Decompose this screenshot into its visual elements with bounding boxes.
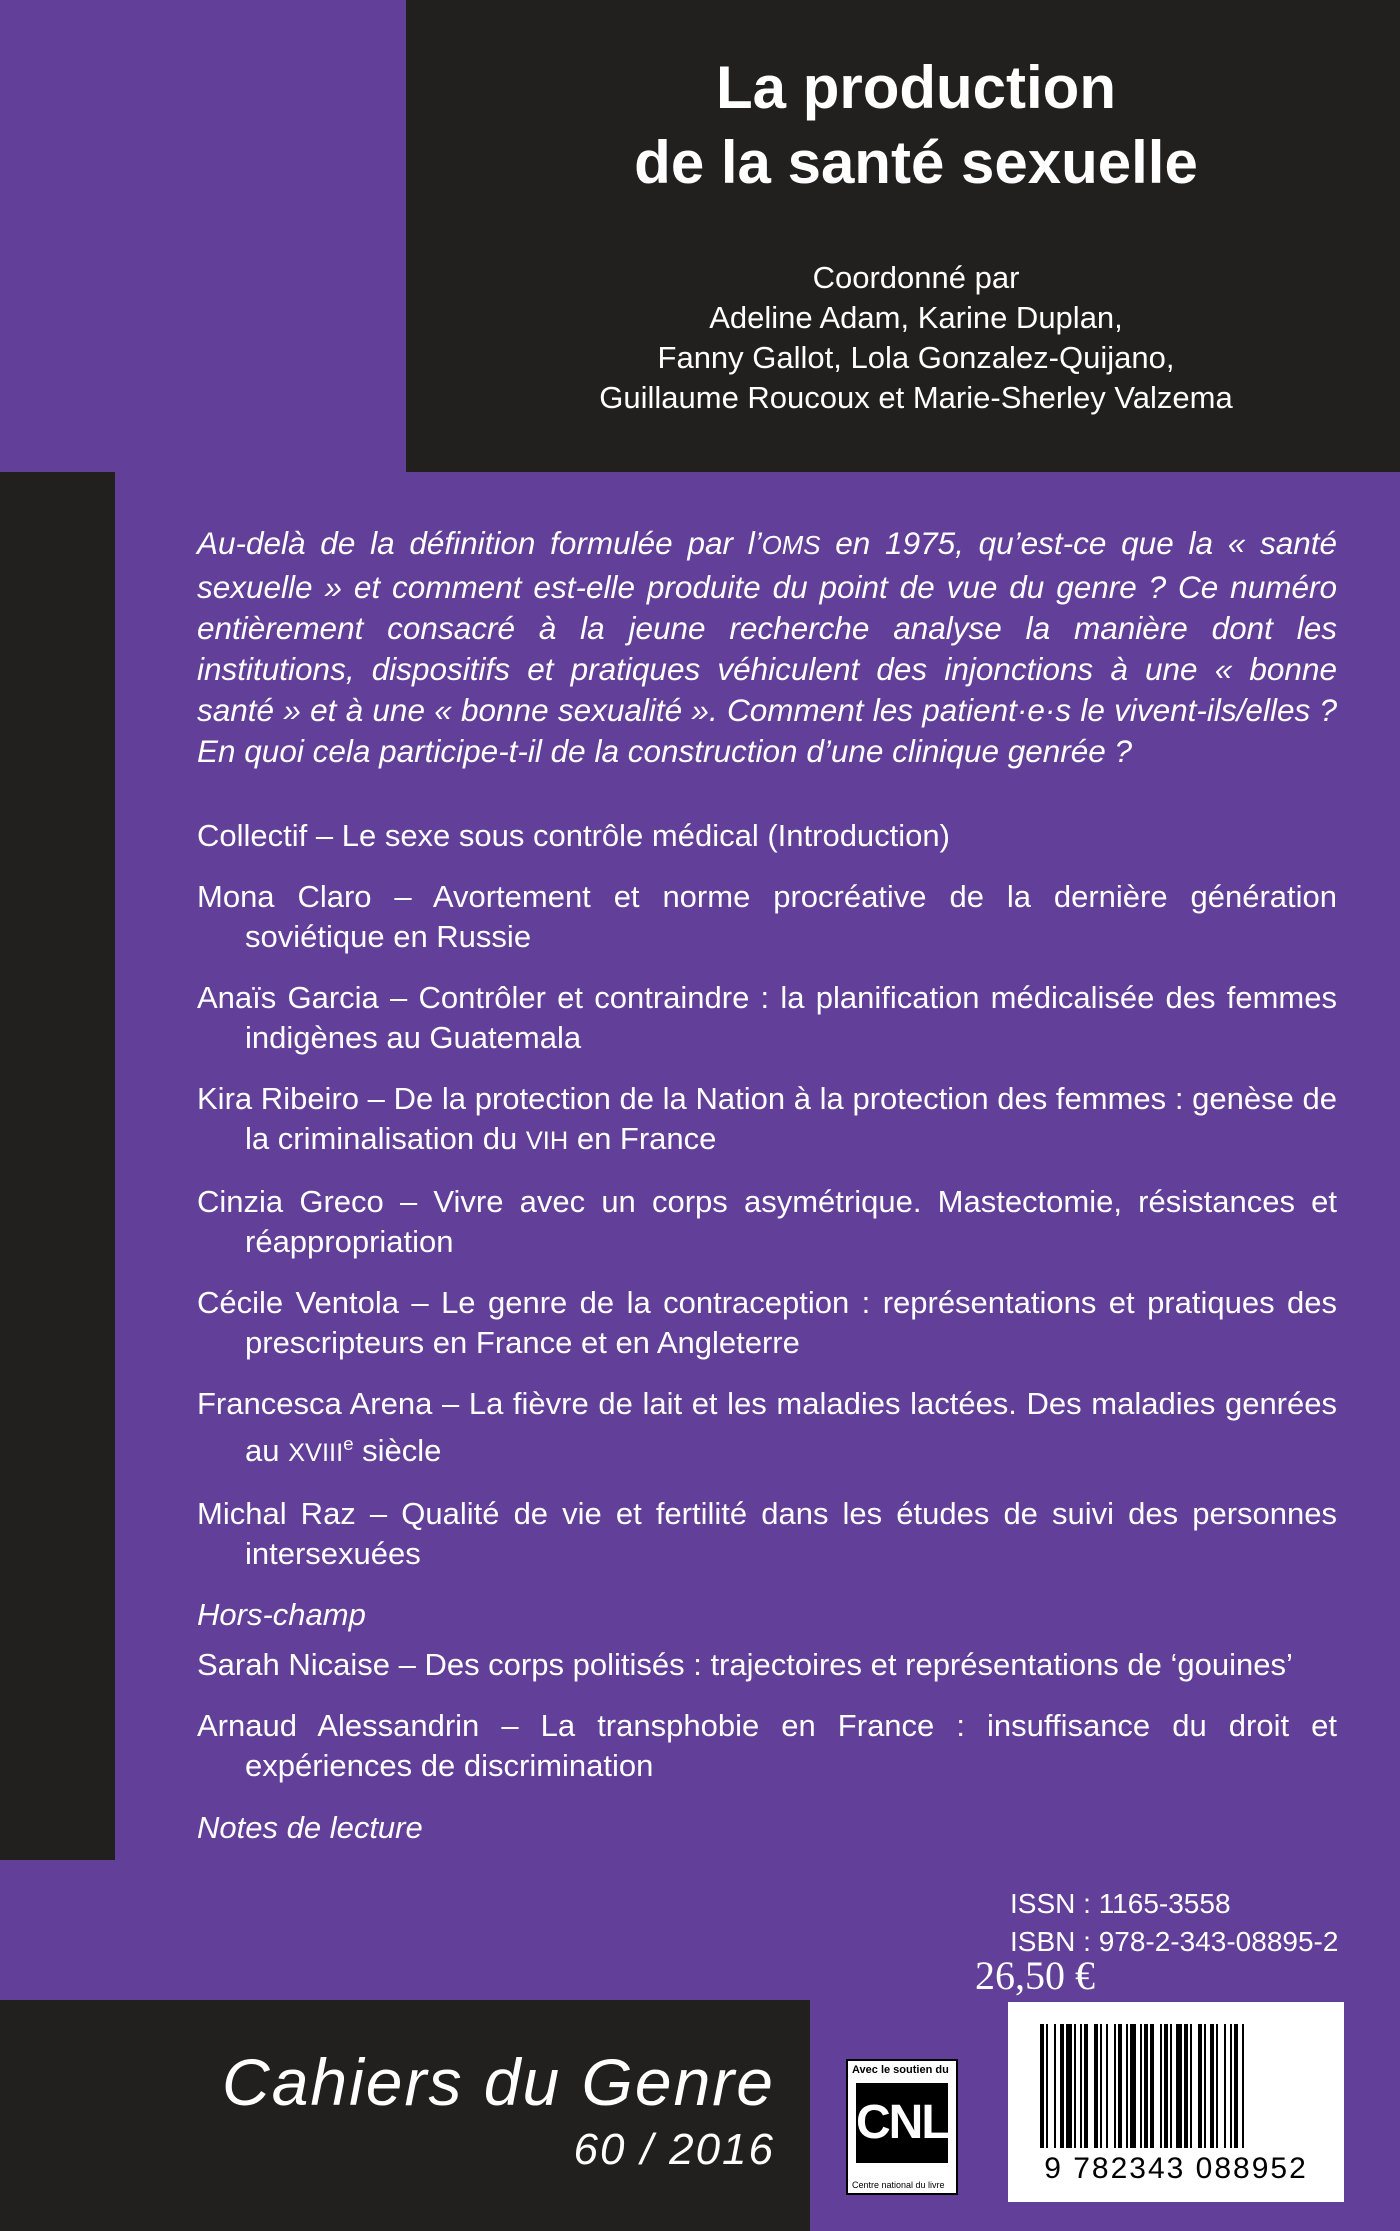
barcode-bar: [1144, 2024, 1148, 2148]
toc-item: Collectif – Le sexe sous contrôle médical (Introduction): [197, 818, 950, 853]
barcode-bar: [1198, 2024, 1202, 2148]
barcode-bar: [1084, 2024, 1088, 2148]
toc-item: Michal Raz – Qualité de vie et fertilité dans les études de suivi des personnes intersexuées: [197, 1496, 1337, 1572]
cnl-top-text: Avec le soutien du: [852, 2064, 949, 2076]
barcode-bar: [1164, 2024, 1168, 2148]
book-title: [406, 50, 1400, 200]
barcode-bar: [1184, 2024, 1188, 2148]
toc-item: [197, 1079, 1337, 1161]
barcode-bar: [1094, 2024, 1098, 2148]
toc-item: Sarah Nicaise – Des corps politisés : trajectoires et représentations de ‘gouines’: [197, 1647, 1293, 1683]
journal-title: [115, 2043, 775, 2179]
toc-item: Cinzia Greco – Vivre avec un corps asymétrique. Mastectomie, résistances et réappropriation: [197, 1184, 1337, 1259]
toc-item: Anaïs Garcia – Contrôler et contraindre : la planification médicalisée des femmes indigènes au Guatemala: [197, 980, 1337, 1055]
barcode-bar: [1170, 2024, 1172, 2148]
barcode-bar: [1118, 2024, 1122, 2148]
barcode-bar: [1046, 2024, 1048, 2148]
title-line-2: de la santé sexuelle: [634, 129, 1198, 196]
abstract: [197, 523, 1337, 772]
barcode-bar: [1114, 2024, 1116, 2148]
toc-item: Cécile Ventola – Le genre de la contraception : représentations et pratiques des prescripteurs en France et en Angleterre: [197, 1285, 1337, 1360]
toc-item: Mona Claro – Avortement et norme procréative de la dernière génération soviétique en Russie: [197, 879, 1337, 954]
barcode-number: 9 782343 088952: [1044, 2152, 1308, 2185]
barcode-bar: [1204, 2024, 1206, 2148]
identifiers: [1010, 1885, 1338, 1961]
isbn: ISBN : 978-2-343-08895-2: [1010, 1926, 1339, 1957]
toc-item-part: en France: [568, 1121, 717, 1156]
barcode-bar: [1216, 2024, 1218, 2148]
coordinators-line: Fanny Gallot, Lola Gonzalez-Quijano,: [657, 340, 1175, 375]
toc-section-heading: Hors-champ: [197, 1597, 366, 1633]
toc-item-part: Francesca Arena – La fièvre de lait et les maladies lactées. Des maladies genrées au: [197, 1386, 1337, 1469]
barcode-bar: [1190, 2024, 1192, 2148]
toc-century: XVIII: [288, 1439, 344, 1468]
barcode-bar: [1150, 2024, 1154, 2148]
abstract-text: [197, 523, 1337, 772]
journal-issue: 60 / 2016: [573, 2125, 775, 2174]
barcode-bar: [1140, 2024, 1142, 2148]
table-of-contents: [197, 816, 1337, 1858]
toc-superscript: e: [343, 1433, 354, 1454]
barcode-bar: [1066, 2024, 1072, 2148]
barcode-bar: [1100, 2024, 1102, 2148]
coordinators-heading: Coordonné par: [812, 260, 1020, 295]
barcode: [1008, 2002, 1344, 2202]
toc-section-heading: Notes de lecture: [197, 1810, 423, 1846]
barcode-bar: [1126, 2024, 1128, 2148]
barcode-bar: [1054, 2024, 1056, 2148]
cnl-logo: [846, 2059, 958, 2195]
cnl-bottom-text: Centre national du livre: [852, 2180, 945, 2190]
barcode-bar: [1130, 2024, 1136, 2148]
barcode-bar: [1242, 2024, 1244, 2148]
coordinators-line: Guillaume Roucoux et Marie-Sherley Valzema: [599, 380, 1233, 415]
barcode-bar: [1230, 2024, 1232, 2148]
left-dark-bar: [0, 472, 115, 1860]
coordinators-line: Adeline Adam, Karine Duplan,: [709, 300, 1123, 335]
abstract-part: en 1975, qu’est-ce que la « santé sexuelle » et comment est-elle produite du point de vue du genre ? Ce numéro entièrement consacré à la jeune recherche analyse la manière dont les institutions, dispositifs et pratiques véhiculent des injonctions à une « bonne santé » et à une « bonne sexualité ». Comment les patient·e·s le vivent-ils/elles ? En quoi cela participe-t-il de la construction d’une clinique genrée ?: [197, 525, 1338, 769]
issn: ISSN : 1165-3558: [1010, 1888, 1231, 1919]
price: 26,50 €: [975, 1953, 1095, 1998]
title-line-1: La production: [716, 54, 1116, 121]
coordinators: [406, 258, 1400, 418]
barcode-bar: [1210, 2024, 1214, 2148]
abstract-acronym: OMS: [761, 532, 821, 560]
journal-name: Cahiers du Genre: [222, 2045, 775, 2119]
cnl-logo-mark: CNL: [856, 2083, 948, 2163]
abstract-part: Au-delà de la définition formulée par l’: [197, 525, 762, 561]
barcode-bar: [1074, 2024, 1076, 2148]
toc-item: Arnaud Alessandrin – La transphobie en France : insuffisance du droit et expériences de discrimination: [197, 1708, 1337, 1784]
barcode-bar: [1040, 2024, 1044, 2148]
barcode-bar: [1060, 2024, 1064, 2148]
toc-item-part: Kira Ribeiro – De la protection de la Nation à la protection des femmes : genèse de la criminalisation du: [197, 1081, 1337, 1156]
barcode-bar: [1234, 2024, 1238, 2148]
toc-item: [197, 1384, 1337, 1473]
barcode-bar: [1160, 2024, 1162, 2148]
toc-item-part: siècle: [353, 1433, 442, 1469]
barcode-bars: [1038, 2024, 1314, 2154]
toc-acronym: VIH: [525, 1127, 569, 1155]
barcode-bar: [1224, 2024, 1226, 2148]
barcode-bar: [1106, 2024, 1108, 2148]
barcode-bar: [1080, 2024, 1082, 2148]
barcode-bar: [1176, 2024, 1182, 2148]
